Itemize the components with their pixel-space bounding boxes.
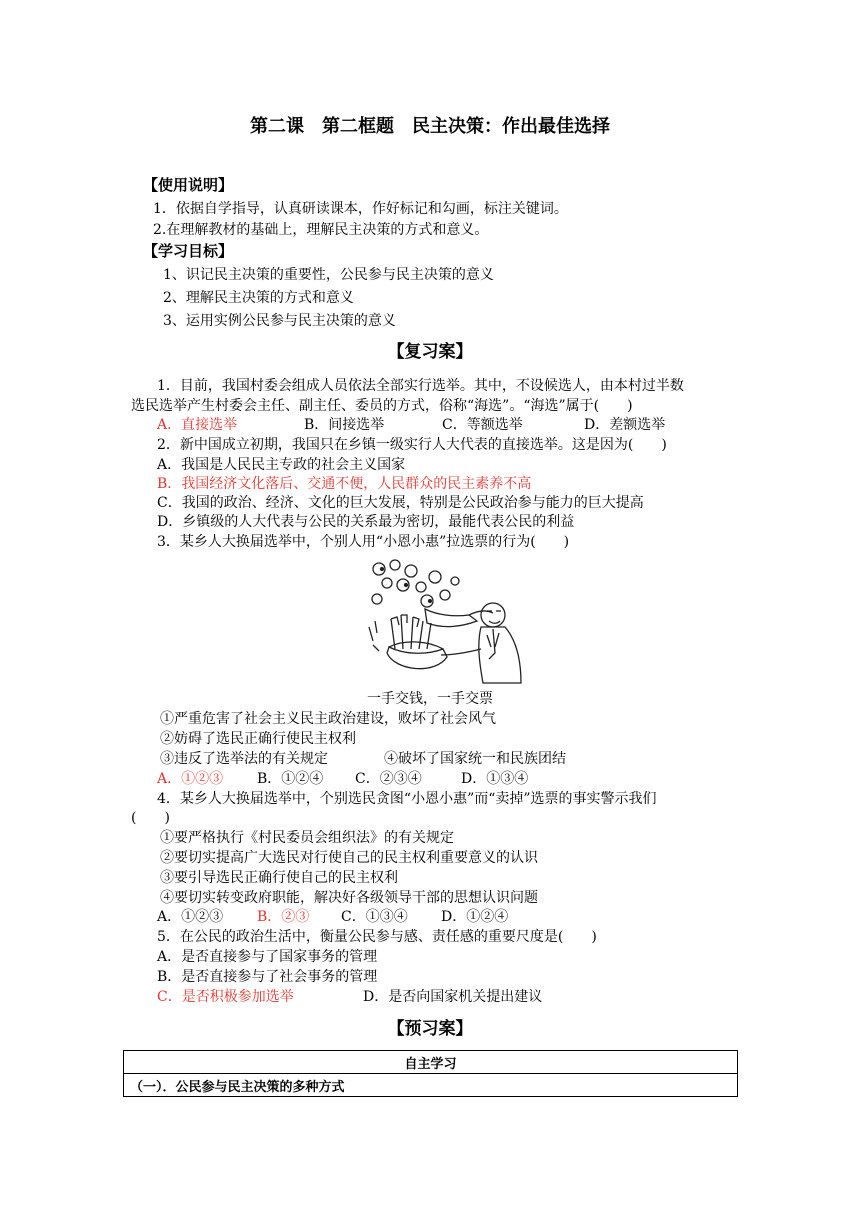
q4-statement-3: ③要引导选民正确行使自己的民主权利 [160, 870, 398, 886]
q5-stem: 5．在公民的政治生活中，衡量公民参与感、责任感的重要尺度是( ) [157, 929, 597, 945]
table-section-cell: （一）．公民参与民主决策的多种方式 [124, 1074, 738, 1097]
usage-item-1: 1．依据自学指导，认真研读课本，作好标记和勾画，标注关键词。 [153, 201, 568, 217]
q1-option-d: D．差额选举 [584, 417, 666, 433]
q4-option-a: A．①②③ [157, 909, 224, 925]
usage-item-2: 2.在理解教材的基础上，理解民主决策的方式和意义。 [153, 222, 489, 238]
q3-options [157, 769, 528, 789]
q1-stem-line2: 选民选举产生村委会主任、副主任、委员的方式，俗称“海选”。“海选”属于( ) [131, 398, 633, 414]
q3-statement-4: ④破坏了国家统一和民族团结 [384, 751, 566, 767]
q3-option-c: C．②③④ [355, 771, 422, 787]
q3-option-a: A．①②③ [157, 771, 224, 787]
q3-option-b: B．①②④ [257, 771, 324, 787]
q5-option-a: A．是否直接参与了国家事务的管理 [157, 949, 378, 965]
q5-option-d: D．是否向国家机关提出建议 [363, 989, 543, 1005]
q4-option-c: C．①③④ [341, 909, 408, 925]
q1-option-c: C．等额选举 [442, 417, 523, 433]
q3-statement-3-4 [160, 749, 566, 769]
page-title: 第二课 第二框题 民主决策：作出最佳选择 [250, 116, 610, 137]
q4-stem-line2: ( ) [131, 810, 170, 826]
table-header-cell: 自主学习 [124, 1051, 738, 1074]
q2-option-c: C．我国的政治、经济、文化的巨大发展，特别是公民政治参与能力的巨大提高 [157, 495, 644, 511]
q3-statement-1: ①严重危害了社会主义民主政治建设，败坏了社会风气 [160, 711, 496, 727]
goal-item-1: 1、识记民主决策的重要性，公民参与民主决策的意义 [163, 267, 494, 283]
table-row [124, 1074, 738, 1097]
q2-option-b: B．我国经济文化落后、交通不便，人民群众的民主素养不高 [157, 476, 532, 492]
goal-item-3: 3、运用实例公民参与民主决策的意义 [163, 313, 396, 329]
q1-options [157, 415, 665, 435]
goals-heading: 【学习目标】 [143, 242, 234, 260]
q5-option-c: C．是否积极参加选举 [157, 989, 294, 1005]
usage-heading: 【使用说明】 [143, 176, 234, 194]
cartoon-caption: 一手交钱，一手交票 [367, 691, 493, 707]
q3-statement-2: ②妨碍了选民正确行使民主权利 [160, 731, 356, 747]
q2-option-d: D．乡镇级的人大代表与公民的关系最为密切，最能代表公民的利益 [157, 514, 575, 530]
q1-option-b: B．间接选举 [304, 417, 385, 433]
q2-stem: 2．新中国成立初期，我国只在乡镇一级实行人大代表的直接选举。这是因为( ) [157, 437, 667, 453]
q4-option-b: B．②③ [257, 909, 310, 925]
bribery-cartoon-image [365, 557, 525, 687]
review-heading: 【复习案】 [387, 342, 473, 362]
q2-option-a: A．我国是人民民主专政的社会主义国家 [157, 457, 406, 473]
q5-option-b: B．是否直接参与了社会事务的管理 [157, 969, 378, 985]
self-study-table [123, 1050, 738, 1097]
q1-option-a: A．直接选举 [157, 417, 238, 433]
table-row [124, 1051, 738, 1074]
q4-statement-2: ②要切实提高广大选民对行使自己的民主权利重要意义的认识 [160, 850, 538, 866]
q4-options [157, 907, 508, 927]
q4-option-d: D．①②④ [441, 909, 509, 925]
q4-stem-line1: 4．某乡人大换届选举中，个别选民贪图“小恩小惠”而“卖掉”选票的事实警示我们 [157, 791, 657, 807]
q3-statement-3: ③违反了选举法的有关规定 [160, 751, 328, 767]
q4-statement-4: ④要切实转变政府职能，解决好各级领导干部的思想认识问题 [160, 890, 538, 906]
q3-option-d: D．①③④ [461, 771, 529, 787]
preview-heading: 【预习案】 [387, 1019, 473, 1039]
q1-stem-line1: 1．目前，我国村委会组成人员依法全部实行选举。其中，不设候选人，由本村过半数 [157, 378, 684, 394]
goal-item-2: 2、理解民主决策的方式和意义 [163, 290, 354, 306]
q4-statement-1: ①要严格执行《村民委员会组织法》的有关规定 [160, 830, 454, 846]
q3-stem: 3．某乡人大换届选举中，个别人用“小恩小惠”拉选票的行为( ) [157, 534, 570, 550]
q5-options-c-d [157, 987, 542, 1007]
